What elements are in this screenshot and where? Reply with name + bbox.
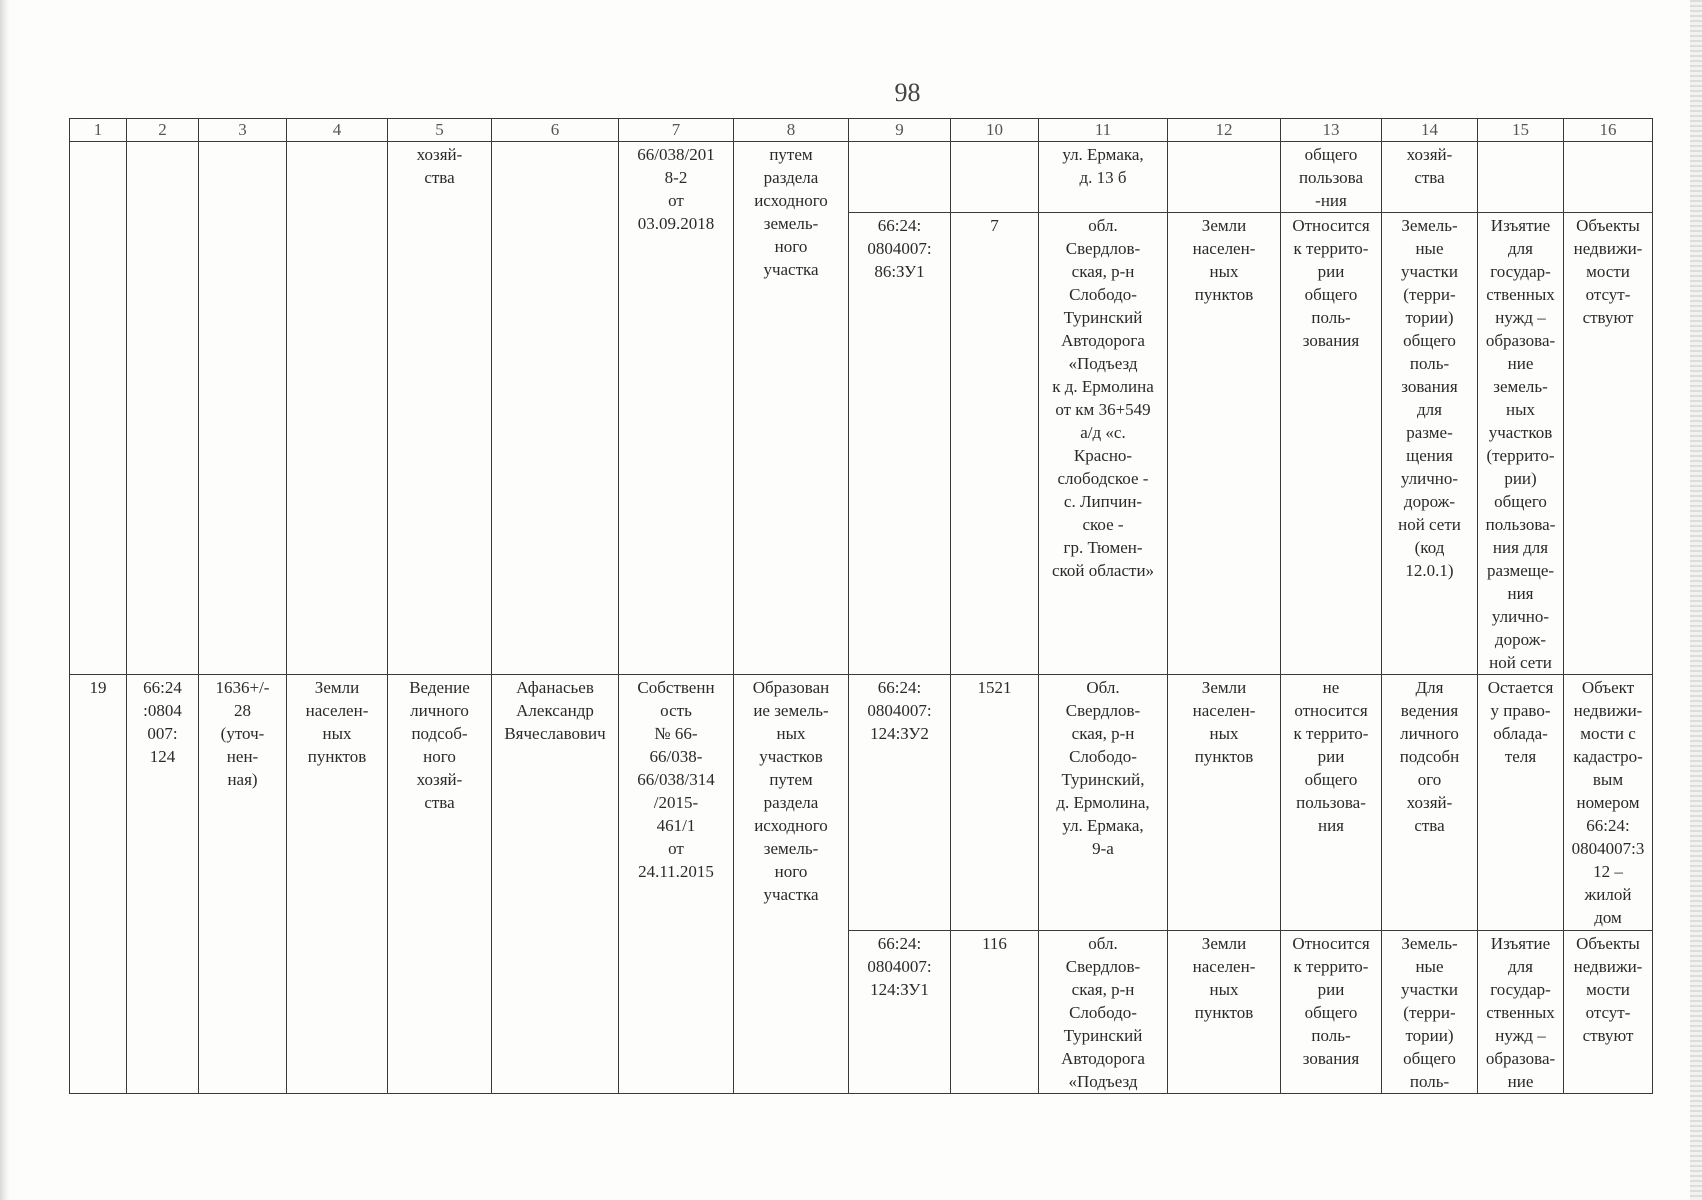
column-number: 9 <box>849 119 951 142</box>
cell-formation-method: Образован ие земель- ных участков путем раздела исходного земель- ного участка <box>734 675 849 1094</box>
cell-action <box>1478 142 1564 213</box>
cell-new-permitted-use: Земель- ные участки (терри- тории) общего поль- зования для разме- щения улично- дорож- ной сети (код 12.0.1) <box>1382 213 1478 675</box>
cell-real-estate: Объект недвижи- мости с кадастро- вым номером 66:24: 0804007:3 12 – жилой дом <box>1564 675 1653 931</box>
cell-new-cadastral-number: 66:24: 0804007: 124:ЗУ2 <box>849 675 951 931</box>
cell-action: Изъятие для государ- ственных нужд – образова- ние <box>1478 931 1564 1094</box>
column-number: 11 <box>1039 119 1168 142</box>
cell-public-use: общего пользова -ния <box>1281 142 1382 213</box>
land-plot-table <box>69 118 1653 1094</box>
cell-new-area: 7 <box>951 213 1039 675</box>
cell-cadastral-number <box>127 142 199 675</box>
cell-new-permitted-use: Для ведения личного подсобн ого хозяй- ства <box>1382 675 1478 931</box>
cell-real-estate: Объекты недвижи- мости отсут- ствуют <box>1564 931 1653 1094</box>
cell-new-area: 116 <box>951 931 1039 1094</box>
column-number: 13 <box>1281 119 1382 142</box>
column-number: 6 <box>492 119 619 142</box>
cell-new-permitted-use: Земель- ные участки (терри- тории) общего поль- <box>1382 931 1478 1094</box>
cell-public-use: не относится к террито- рии общего пользова- ния <box>1281 675 1382 931</box>
cell-new-category: Земли населен- ных пунктов <box>1168 213 1281 675</box>
column-number: 5 <box>388 119 492 142</box>
column-number: 8 <box>734 119 849 142</box>
cell-land-category <box>287 142 388 675</box>
cell-new-cadastral-number: 66:24: 0804007: 86:ЗУ1 <box>849 213 951 675</box>
cell-new-cadastral-number: 66:24: 0804007: 124:ЗУ1 <box>849 931 951 1094</box>
cell-owner: Афанасьев Александр Вячеславович <box>492 675 619 1094</box>
column-number: 4 <box>287 119 388 142</box>
cell-new-area <box>951 142 1039 213</box>
scan-edge-left <box>0 0 10 1200</box>
cell-right: Собственн ость № 66- 66/038- 66/038/314 /2015- 461/1 от 24.11.2015 <box>619 675 734 1094</box>
column-number: 15 <box>1478 119 1564 142</box>
page-number: 98 <box>894 78 921 107</box>
cell-permitted-use: хозяй- ства <box>388 142 492 675</box>
cell-action: Остается у право- облада- теля <box>1478 675 1564 931</box>
cell-address: обл. Свердлов- ская, р-н Слободо- Туринский Автодорога «Подъезд <box>1039 931 1168 1094</box>
cell-right: 66/038/201 8-2 от 03.09.2018 <box>619 142 734 675</box>
column-number: 1 <box>70 119 127 142</box>
cell-public-use: Относится к террито- рии общего поль- зования <box>1281 213 1382 675</box>
cell-number <box>70 142 127 675</box>
cell-address: обл. Свердлов- ская, р-н Слободо- Туринский Автодорога «Подъезд к д. Ермолина от км 36+549 а/д «с. Красно- слободское - с. Липчин- ское - гр. Тюмен- ской области» <box>1039 213 1168 675</box>
cell-land-category: Земли населен- ных пунктов <box>287 675 388 1094</box>
cell-owner <box>492 142 619 675</box>
scan-edge-right <box>1690 0 1702 1200</box>
column-number: 12 <box>1168 119 1281 142</box>
column-number: 10 <box>951 119 1039 142</box>
cell-new-cadastral-number <box>849 142 951 213</box>
column-number: 2 <box>127 119 199 142</box>
cell-real-estate <box>1564 142 1653 213</box>
column-number: 7 <box>619 119 734 142</box>
record-19-row-1 <box>70 675 1653 931</box>
cell-cadastral-number: 66:24 :0804 007: 124 <box>127 675 199 1094</box>
cell-new-category: Земли населен- ных пунктов <box>1168 675 1281 931</box>
cell-new-category <box>1168 142 1281 213</box>
column-number: 14 <box>1382 119 1478 142</box>
column-number: 3 <box>199 119 287 142</box>
cell-real-estate: Объекты недвижи- мости отсут- ствуют <box>1564 213 1653 675</box>
continued-row-1 <box>70 142 1653 213</box>
cell-action: Изъятие для государ- ственных нужд – образова- ние земель- ных участков (террито- рии) общего пользова- ния для размеще- ния улично- дорож- ной сети <box>1478 213 1564 675</box>
cell-new-area: 1521 <box>951 675 1039 931</box>
cell-permitted-use: Ведение личного подсоб- ного хозяй- ства <box>388 675 492 1094</box>
cell-new-category: Земли населен- ных пунктов <box>1168 931 1281 1094</box>
cell-area <box>199 142 287 675</box>
cell-public-use: Относится к террито- рии общего поль- зования <box>1281 931 1382 1094</box>
cell-address: ул. Ермака, д. 13 б <box>1039 142 1168 213</box>
cell-new-permitted-use: хозяй- ства <box>1382 142 1478 213</box>
cell-address: Обл. Свердлов- ская, р-н Слободо- Туринский, д. Ермолина, ул. Ермака, 9-а <box>1039 675 1168 931</box>
cell-number: 19 <box>70 675 127 1094</box>
column-number: 16 <box>1564 119 1653 142</box>
cell-formation-method: путем раздела исходного земель- ного участка <box>734 142 849 675</box>
cell-area: 1636+/- 28 (уточ- нен- ная) <box>199 675 287 1094</box>
column-number-row <box>70 119 1653 142</box>
